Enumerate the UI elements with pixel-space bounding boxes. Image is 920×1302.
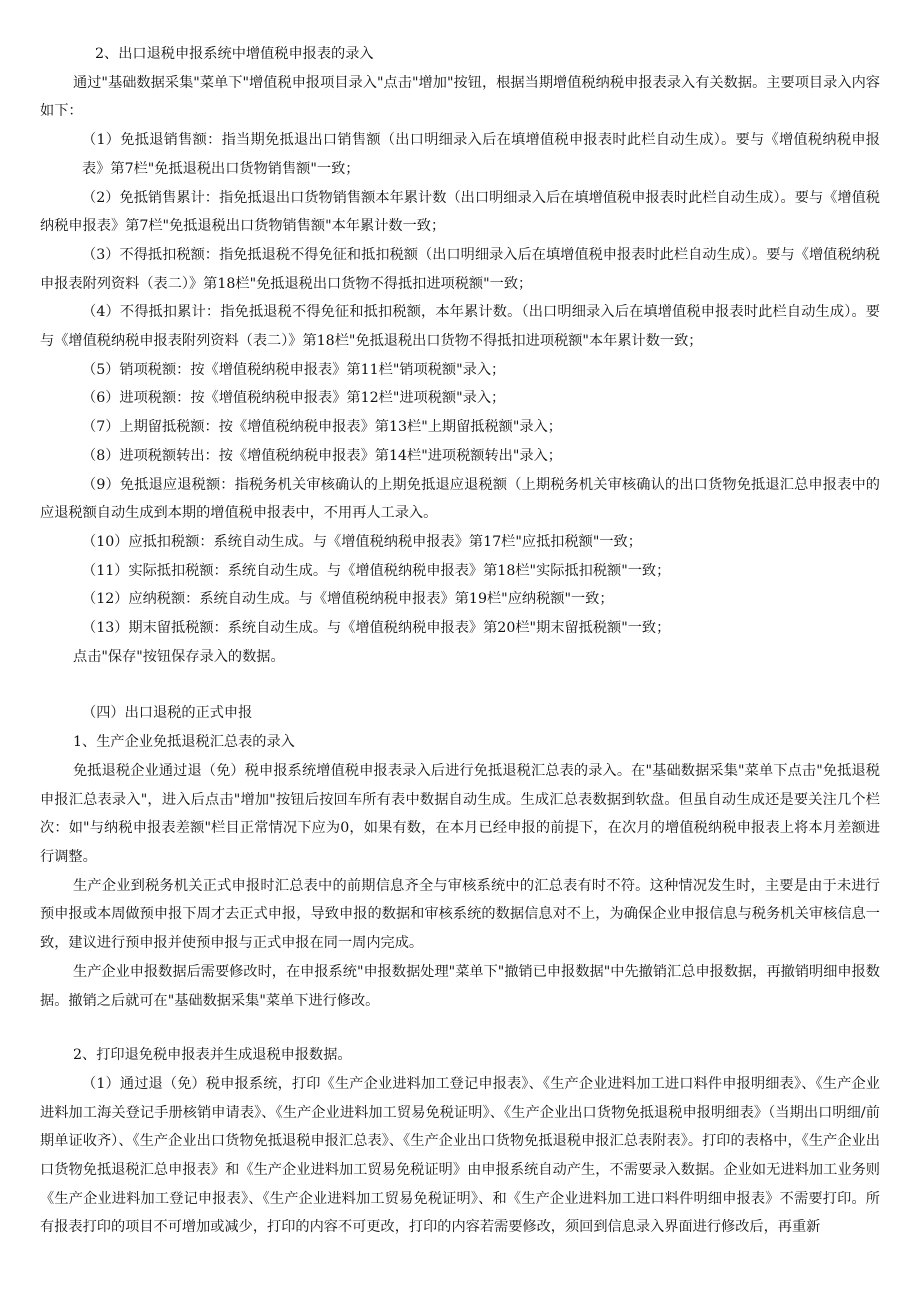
- list-item: （12）应纳税额：系统自动生成。与《增值税纳税申报表》第19栏"应纳税额"一致；: [82, 591, 614, 608]
- subsection-2-title: 2、打印退免税申报表并生成退税申报数据。: [73, 1047, 352, 1064]
- subsection-1-title: 1、生产企业免抵退税汇总表的录入: [73, 734, 295, 751]
- section-2-title: 2、出口退税申报系统中增值税申报表的录入: [95, 46, 374, 62]
- list-item: （4）不得抵扣累计：指免抵退税不得免征和抵扣税额，本年累计数。（出口明细录入后在填增值税申报表时此栏自动生成）。要与《增值税纳税申报表附列资料（表二）》第18栏"免抵退税出口货物不得抵扣进项税额"本年累计数一致；: [40, 304, 880, 350]
- list-item: （6）进项税额：按《增值税纳税申报表》第12栏"进项税额"录入；: [82, 390, 506, 407]
- list-item: （1）免抵退销售额：指当期免抵退出口销售额（出口明细录入后在填增值税申报表时此栏自动生成）。要与《增值税纳税申报表》第7栏"免抵退税出口货物销售额"一致；: [82, 132, 880, 177]
- list-item: （9）免抵退应退税额：指税务机关审核确认的上期免抵退应退税额（上期税务机关审核确认的出口货物免抵退汇总申报表中的应退税额自动生成到本期的增值税申报表中，不用再人工录入。: [40, 476, 880, 522]
- paragraph: 生产企业到税务机关正式申报时汇总表中的前期信息齐全与审核系统中的汇总表有时不符。这种情况发生时，主要是由于未进行预申报或本周做预申报下周才去正式申报，导致申报的数据和审核系统的数据信息对不上，为确保企业申报信息与税务机关审核信息一致，建议进行预申报并使预申报与正式申报在同一周内完成。: [40, 877, 880, 952]
- document-body: [40, 40, 880, 1242]
- list-item: （2）免抵销售累计：指免抵退出口货物销售额本年累计数（出口明细录入后在填增值税申报表时此栏自动生成）。要与《增值税纳税申报表》第7栏"免抵退税出口货物销售额"本年累计数一致；: [40, 189, 880, 235]
- paragraph: 免抵退税企业通过退（免）税申报系统增值税申报表录入后进行免抵退税汇总表的录入。在"基础数据采集"菜单下点击"免抵退税申报汇总表录入"，进入后点击"增加"按钮后按回车所有表中数据自动生成。生成汇总表数据到软盘。但虽自动生成还是要关注几个栏次：如"与纳税申报表差额"栏目正常情况下应为0，如果有数，在本月已经申报的前提下，在次月的增值税纳税申报表上将本月差额进行调整。: [40, 762, 880, 865]
- save-instruction: 点击"保存"按钮保存录入的数据。: [73, 648, 285, 665]
- list-item: （10）应抵扣税额：系统自动生成。与《增值税纳税申报表》第17栏"应抵扣税额"一致；: [82, 533, 642, 550]
- list-item: （13）期末留抵税额：系统自动生成。与《增值税纳税申报表》第20栏"期末留抵税额"一致；: [82, 620, 671, 637]
- paragraph: （1）通过退（免）税申报系统，打印《生产企业进料加工登记申报表》、《生产企业进料加工进口料件申报明细表》、《生产企业进料加工海关登记手册核销申请表》、《生产企业进料加工贸易免税证明》、《生产企业出口货物免抵退税申报明细表》（当期出口明细/前期单证收齐）、《生产企业出口货物免抵退税申报汇总表》、《生产企业出口货物免抵退税申报汇总表附表》。打印的表格中，《生产企业出口货物免抵退税汇总申报表》和《生产企业进料加工贸易免税证明》由申报系统自动产生，不需要录入数据。企业如无进料加工业务则《生产企业进料加工登记申报表》、《生产企业进料加工贸易免税证明》、和《生产企业进料加工进口料件明细申报表》不需要打印。所有报表打印的项目不可增加或减少，打印的内容不可更改，打印的内容若需要修改，须回到信息录入界面进行修改后，再重新: [40, 1075, 880, 1236]
- section-2-intro: 通过"基础数据采集"菜单下"增值税申报项目录入"点击"增加"按钮，根据当期增值税纳税申报表录入有关数据。主要项目录入内容如下：: [40, 74, 880, 120]
- list-item: （5）销项税额：按《增值税纳税申报表》第11栏"销项税额"录入；: [82, 361, 506, 378]
- list-item: （8）进项税额转出：按《增值税纳税申报表》第14栏"进项税额转出"录入；: [82, 447, 562, 464]
- list-item: （3）不得抵扣税额：指免抵退税不得免征和抵扣税额（出口明细录入后在填增值税申报表时此栏自动生成）。要与《增值税纳税申报表附列资料（表二）》第18栏"免抵退税出口货物不得抵扣进项税额"一致；: [40, 246, 880, 292]
- spacer: [40, 1015, 880, 1041]
- spacer: [40, 671, 880, 699]
- list-item: （7）上期留抵税额：按《增值税纳税申报表》第13栏"上期留抵税额"录入；: [82, 419, 562, 436]
- list-item: （11）实际抵扣税额：系统自动生成。与《增值税纳税申报表》第18栏"实际抵扣税额"一致；: [82, 562, 671, 579]
- section-4-title: （四）出口退税的正式申报: [82, 705, 253, 722]
- paragraph: 生产企业申报数据后需要修改时，在申报系统"申报数据处理"菜单下"撤销已申报数据"中先撤销汇总申报数据，再撤销明细申报数据。撤销之后就可在"基础数据采集"菜单下进行修改。: [40, 963, 880, 1009]
